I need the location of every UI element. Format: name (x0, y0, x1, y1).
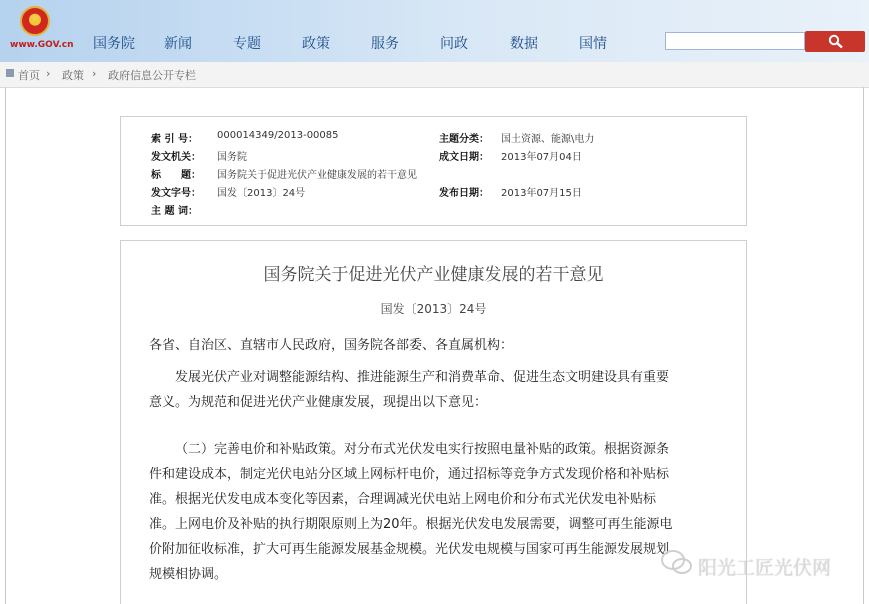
nav-item-inquiry[interactable]: 问政 (440, 36, 468, 52)
nav-item-news[interactable]: 新闻 (164, 36, 192, 52)
nav-item-national-info[interactable]: 国情 (579, 36, 607, 52)
breadcrumb-gov-info[interactable]: 政府信息公开专栏 (108, 69, 196, 82)
meta-index-no: 000014349/2013-00085 (217, 130, 339, 141)
document-title: 国务院关于促进光伏产业健康发展的若干意见 (263, 265, 604, 285)
main-nav (0, 0, 660, 62)
meta-title: 国务院关于促进光伏产业健康发展的若干意见 (217, 170, 417, 181)
home-icon (6, 69, 14, 77)
document-addressee: 各省、自治区、直辖市人民政府，国务院各部委、各直属机构： (149, 338, 514, 353)
nav-item-policy[interactable]: 政策 (302, 36, 330, 52)
right-border (863, 87, 864, 604)
search-icon (828, 34, 844, 49)
meta-label: 主题分类： (439, 134, 489, 145)
document-meta-table (120, 116, 747, 226)
document-section-line: 准。根据光伏发电成本变化等因素，合理调减光伏电站上网电价和分布式光伏发电补贴标 (149, 492, 657, 507)
watermark-text: 阳光工匠光伏网 (698, 557, 832, 579)
breadcrumb-separator-icon: › (92, 67, 97, 80)
meta-label: 主 题 词： (151, 206, 198, 217)
meta-label: 成文日期： (439, 152, 489, 163)
document-section-line: 准。上网电价及补贴的执行期限原则上为20年。根据光伏发电发展需要，调整可再生能源电 (149, 517, 673, 532)
site-header (0, 0, 869, 62)
wechat-icon (660, 548, 694, 578)
meta-category: 国土资源、能源\电力 (501, 134, 595, 145)
document-section-line: 件和建设成本，制定光伏电站分区域上网标杆电价，通过招标等竞争方式发现价格和补贴标 (149, 467, 670, 482)
document-section-line: 价附加征收标准，扩大可再生能源发展基金规模。光伏发电规模与国家可再生能源发展规划 (149, 542, 670, 557)
left-border (5, 87, 6, 604)
meta-label: 索 引 号： (151, 134, 198, 145)
meta-label: 发文字号： (151, 188, 201, 199)
document-paragraph-line: 意义。为规范和促进光伏产业健康发展，现提出以下意见： (149, 395, 488, 410)
breadcrumb-home[interactable]: 首页 (18, 69, 40, 82)
search-input[interactable] (665, 32, 805, 50)
breadcrumb-separator-icon: › (46, 67, 51, 80)
document-paragraph-line: 发展光伏产业对调整能源结构、推进能源生产和消费革命、促进生态文明建设具有重要 (175, 370, 670, 385)
meta-date-published: 2013年07月15日 (501, 188, 582, 199)
document-number: 国发〔2013〕24号 (380, 302, 487, 316)
meta-label: 发布日期： (439, 188, 489, 199)
breadcrumb (0, 62, 869, 88)
document-section-line: 规模相协调。 (149, 567, 228, 582)
nav-item-topics[interactable]: 专题 (233, 36, 261, 52)
nav-item-state-council[interactable]: 国务院 (93, 36, 135, 52)
search-button[interactable] (805, 31, 865, 52)
meta-issuer: 国务院 (217, 152, 247, 163)
nav-item-data[interactable]: 数据 (510, 36, 538, 52)
meta-label: 标 题： (151, 170, 201, 181)
breadcrumb-policy[interactable]: 政策 (62, 69, 84, 82)
site-url-logo: www.GOV.cn (10, 40, 74, 50)
meta-doc-no: 国发〔2013〕24号 (217, 188, 306, 199)
national-emblem-logo[interactable]: ★ (20, 6, 50, 36)
document-section-line: （二）完善电价和补贴政策。对分布式光伏发电实行按照电量补贴的政策。根据资源条 (175, 442, 670, 457)
nav-item-services[interactable]: 服务 (371, 36, 399, 52)
meta-date-written: 2013年07月04日 (501, 152, 582, 163)
meta-label: 发文机关： (151, 152, 201, 163)
